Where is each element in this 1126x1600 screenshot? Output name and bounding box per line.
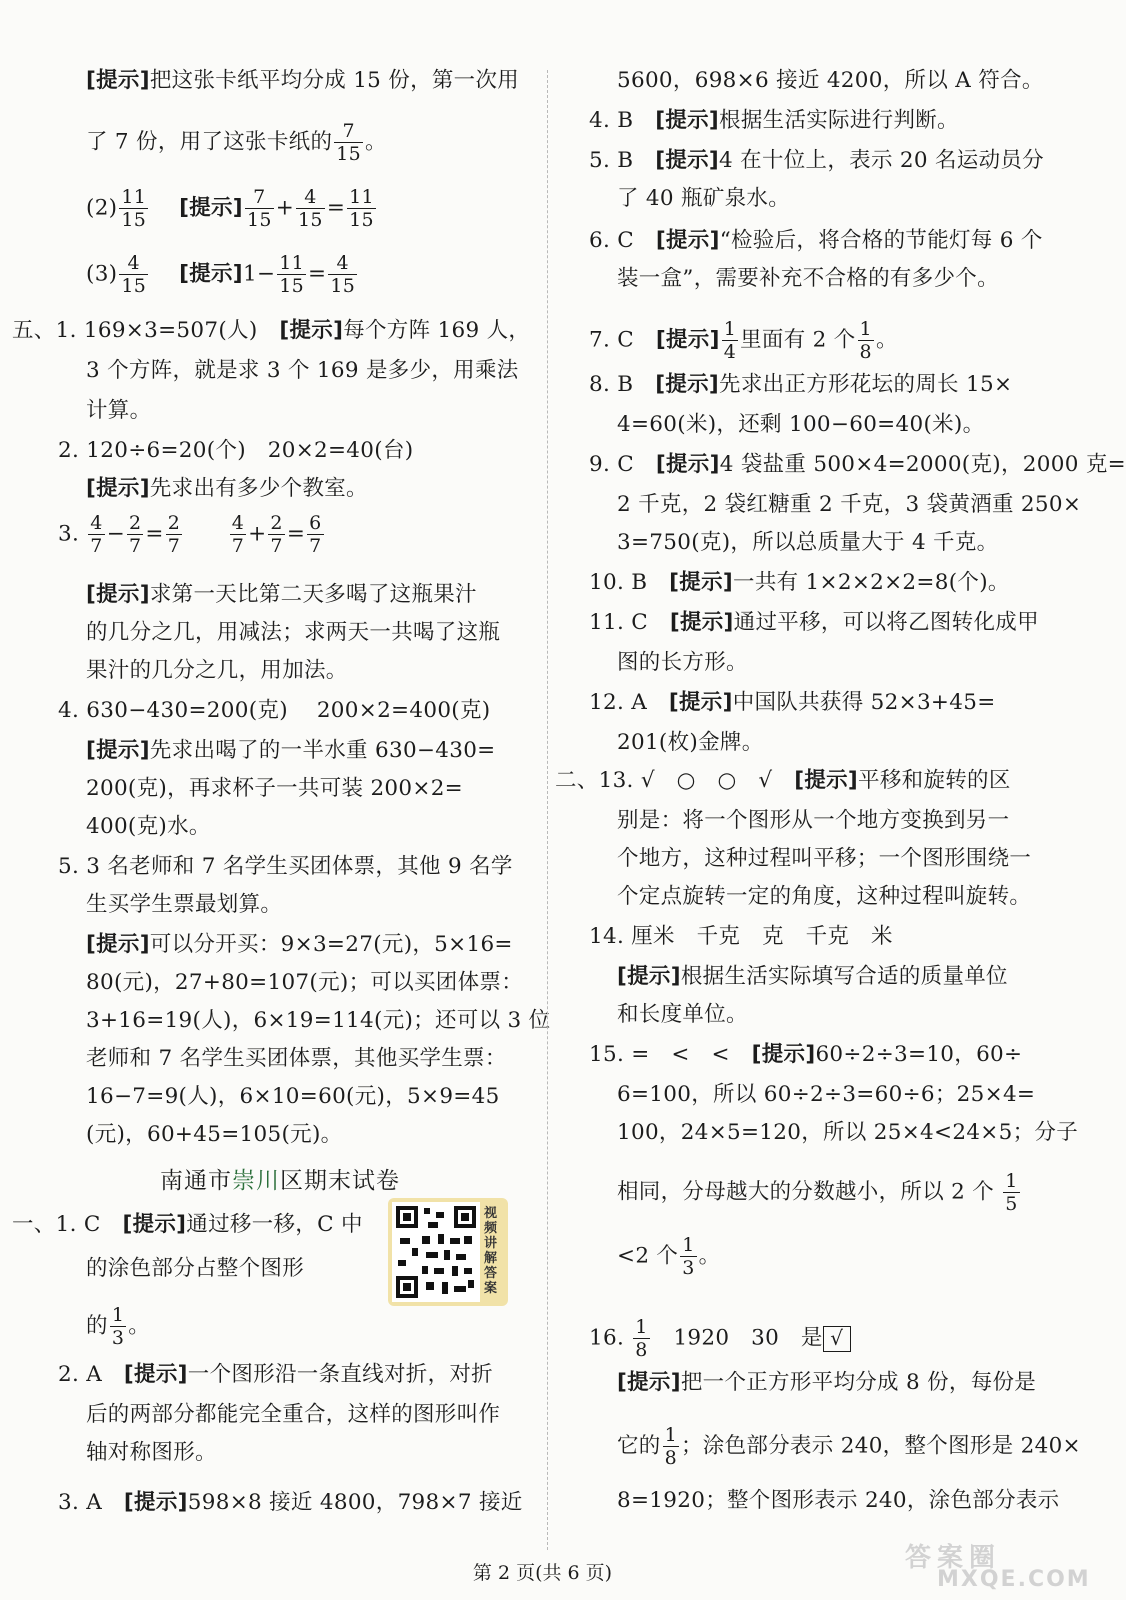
line: 200(克)，再求杯子一共可装 200×2= [86,776,463,801]
line: 它的 $\frac{1}{8}$ ；涂色部分表示 240，整个图形是 240× [617,1424,1081,1469]
qr-caption: 视频讲解答案 [484,1206,498,1296]
line: 14. 厘米 千克 克 千克 米 [589,924,893,949]
line: 16−7=9(人)，6×10=60(元)，5×9=45 [86,1084,500,1109]
line: 个地方，这种过程叫平移；一个图形围绕一 [617,846,1032,871]
line: 11. C [提示]通过平移，可以将乙图转化成甲 [589,610,1039,635]
line: 别是：将一个图形从一个地方变换到另一 [617,808,1010,833]
qr-code[interactable] [388,1198,508,1306]
line: 了 40 瓶矿泉水。 [617,186,791,211]
line: 相同，分母越大的分数越小，所以 2 个 $\frac{1}{5}$ [617,1170,1018,1215]
line: 201(枚)金牌。 [617,730,764,755]
line: (3) $\frac{4}{15}$ [提示]1− $\frac{11}{15}$ = $\frac{4}{15}$ [86,252,356,297]
line: (元)，60+45=105(元)。 [86,1122,343,1147]
line: 16. $\frac{1}{8}$ 1920 30 是 √ [589,1316,851,1361]
line: 的几分之几，用减法；求两天一共喝了这瓶 [86,620,501,645]
line: [提示]可以分开买：9×3=27(元)，5×16= [86,932,513,957]
hint-label: [提示] [86,68,150,93]
line: 五、1. 169×3=507(人) [提示]每个方阵 169 人， [12,318,531,343]
line: 2. 120÷6=20(个) 20×2=40(台) [58,438,414,463]
line: [提示]先求出喝了的一半水重 630−430= [86,738,496,763]
line: <2 个 $\frac{1}{3}$ 。 [617,1234,721,1279]
line: 8=1920；整个图形表示 240，涂色部分表示 [617,1488,1060,1513]
line: 10. B [提示]一共有 1×2×2×2=8(个)。 [589,570,1010,595]
line: 5600，698×6 接近 4200，所以 A 符合。 [617,68,1044,93]
qr-code-icon [392,1202,480,1302]
line: 3 个方阵，就是求 3 个 169 是多少，用乘法 [86,358,519,383]
line: 二、13. √ ○ ○ √ [提示]平移和旋转的区 [555,768,1011,793]
line: 了 7 份，用了这张卡纸的 $\frac{7}{15}$ 。 [86,120,387,165]
line: 6=100，所以 60÷2÷3=60÷6；25×4= [617,1082,1036,1107]
fraction: $\frac{7}{15}$ [336,120,362,165]
line: 4. 630−430=200(克) 200×2=400(克) [58,698,491,723]
line: 的涂色部分占整个图形 [86,1256,305,1281]
line: 5. 3 名老师和 7 名学生买团体票，其他 9 名学 [58,854,513,879]
line: 2 千克，2 袋红糖重 2 千克，3 袋黄酒重 250× [617,492,1082,517]
line: [提示]求第一天比第二天多喝了这瓶果汁 [86,582,477,607]
line: 12. A [提示]中国队共获得 52×3+45= [589,690,996,715]
line: 后的两部分都能完全重合，这样的图形叫作 [86,1402,501,1427]
line: 15. = < < [提示]60÷2÷3=10，60÷ [589,1042,1023,1067]
line: 个定点旋转一定的角度，这种过程叫旋转。 [617,884,1032,909]
page-footer: 第 2 页(共 6 页) [472,1562,613,1584]
line: 80(元)，27+80=107(元)；可以买团体票： [86,970,523,995]
line: 3. $\frac{4}{7}$ − $\frac{2}{7}$ = $\frac{2}{7}$ $\frac{4}{7}$ + $\frac{2}{7}$ = $\frac{6}{7}$ [58,512,322,557]
line: 2. A [提示]一个图形沿一条直线对折，对折 [58,1362,493,1387]
line: (2) $\frac{11}{15}$ [提示] $\frac{7}{15}$ + $\frac{4}{15}$ = $\frac{11}{15}$ [86,186,374,231]
line: 老师和 7 名学生买团体票，其他买学生票： [86,1046,507,1071]
line: 100，24×5=120，所以 25×4<24×5；分子 [617,1120,1078,1145]
line: 4=60(米)，还剩 100−60=40(米)。 [617,412,985,437]
line: 装一盒”，需要补充不合格的有多少个。 [617,266,999,291]
line: 3+16=19(人)，6×19=114(元)；还可以 3 位 [86,1008,551,1033]
line: 生买学生票最划算。 [86,892,283,917]
watermark: 答案圈 MXQE.COM [905,1543,1091,1592]
line: 400(克)水。 [86,814,211,839]
line: 的 $\frac{1}{3}$ 。 [86,1304,151,1349]
line: 3=750(克)，所以总质量大于 4 千克。 [617,530,999,555]
checkbox: √ [823,1326,851,1352]
line: [提示]先求出有多少个教室。 [86,476,368,501]
line: [提示]把一个正方形平均分成 8 份，每份是 [617,1370,1037,1395]
line: [提示]把这张卡纸平均分成 15 份，第一次用 [86,68,520,93]
line: 果汁的几分之几，用加法。 [86,658,348,683]
column-divider [547,70,548,1550]
line: [提示]根据生活实际填写合适的质量单位 [617,964,1008,989]
line: 8. B [提示]先求出正方形花坛的周长 15× [589,372,1013,397]
line: 9. C [提示]4 袋盐重 500×4=2000(克)，2000 克= [589,452,1126,477]
line: 图的长方形。 [617,650,748,675]
line: 5. B [提示]4 在十位上，表示 20 名运动员分 [589,148,1044,173]
line: 轴对称图形。 [86,1440,217,1465]
line: 3. A [提示]598×8 接近 4800，798×7 接近 [58,1490,523,1515]
line: 计算。 [86,398,152,423]
line: 4. B [提示]根据生活实际进行判断。 [589,108,959,133]
line: 7. C [提示] $\frac{1}{4}$ 里面有 2 个 $\frac{1}{8}$ 。 [589,318,898,363]
line: 和长度单位。 [617,1002,748,1027]
line: 6. C [提示]“检验后，将合格的节能灯每 6 个 [589,228,1043,253]
section-title: 南通市崇川区期末试卷 [160,1168,400,1194]
line: 一、1. C [提示]通过移一移，C 中 [12,1212,363,1237]
